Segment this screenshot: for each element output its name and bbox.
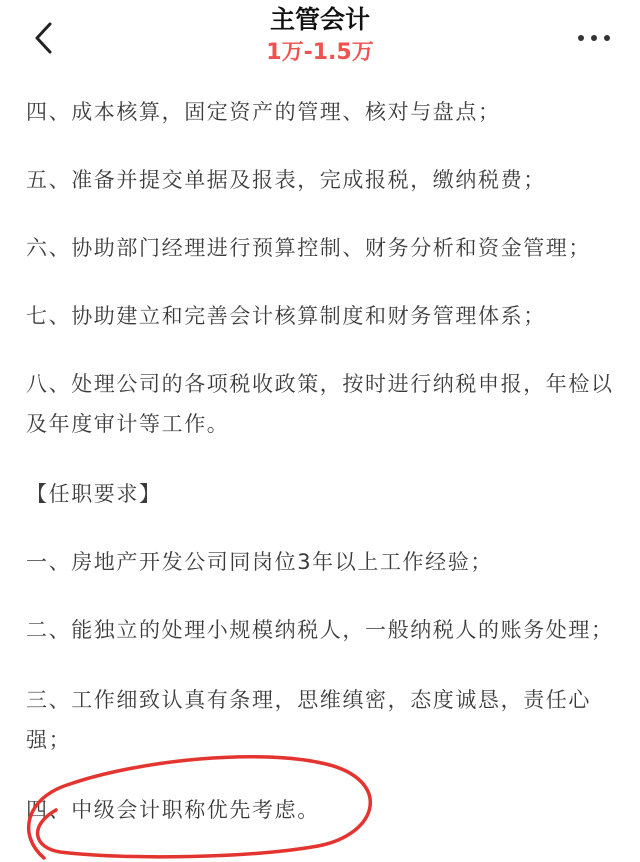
requirement-line-4: 四、中级会计职称优先考虑。 — [26, 798, 320, 822]
header-bar — [0, 0, 640, 80]
section-heading-requirements: 【任职要求】 — [26, 482, 162, 506]
job-requirements-content — [26, 92, 616, 858]
duty-line-4: 四、成本核算，固定资产的管理、核对与盘点； — [26, 100, 501, 124]
duty-line-7: 七、协助建立和完善会计核算制度和财务管理体系； — [26, 304, 546, 328]
duty-line-6: 六、协助部门经理进行预算控制、财务分析和资金管理； — [26, 236, 591, 260]
requirement-line-3: 三、工作细致认真有条理，思维缜密，态度诚恳，责任心强； — [26, 688, 591, 752]
duty-line-8: 八、处理公司的各项税收政策，按时进行纳税申报，年检以及年度审计等工作。 — [26, 372, 614, 436]
more-button[interactable] — [572, 22, 616, 50]
requirement-line-2: 二、能独立的处理小规模纳税人，一般纳税人的账务处理； — [26, 618, 614, 642]
more-horizontal-icon — [577, 27, 611, 46]
page-title: 主管会计 — [269, 5, 370, 34]
chevron-left-icon — [33, 21, 55, 55]
title-block — [120, 4, 520, 68]
requirement-line-1: 一、房地产开发公司同岗位3年以上工作经验； — [26, 550, 493, 574]
salary-range: 1万-1.5万 — [266, 40, 374, 65]
duty-line-5: 五、准备并提交单据及报表，完成报税，缴纳税费； — [26, 168, 546, 192]
back-button[interactable] — [22, 16, 66, 60]
